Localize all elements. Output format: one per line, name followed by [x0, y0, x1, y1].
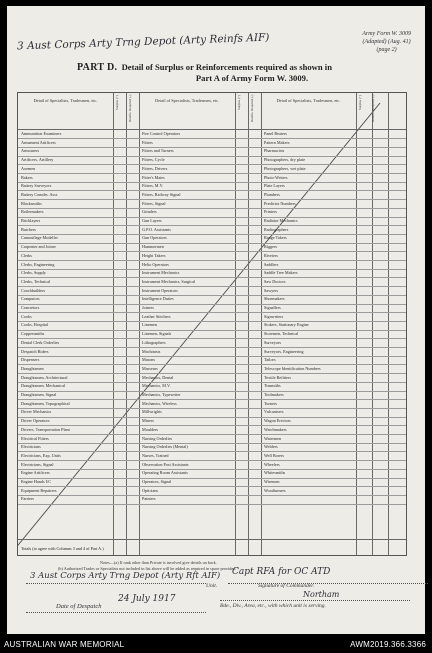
reinforcements-header: Reinfts. Required (-): [128, 95, 132, 123]
signature-handwritten: Capt RFA for OC ATD: [232, 567, 331, 577]
specialist-row: Dispensers: [21, 357, 40, 363]
row-rule: [18, 460, 406, 461]
specialist-row: Masons: [142, 357, 156, 363]
row-rule: [18, 391, 406, 392]
note-b: (b) Authorized Trades or Specialists not included in list above will be added as required in space provided.: [58, 566, 237, 571]
unit-label: Unit.: [206, 583, 218, 589]
bde-label: Bde., Div., Area, etc., with which unit is serving.: [220, 603, 326, 609]
specialist-row: Clerks, Supply: [21, 270, 46, 276]
specialist-row: Radiator Mechanics: [264, 218, 298, 223]
surplus-header: Surplus (+): [358, 95, 362, 110]
row-rule: [18, 364, 406, 365]
row-rule: [18, 382, 406, 383]
specialist-row: Wheelers: [264, 461, 280, 467]
specialist-row: Machinists: [142, 348, 161, 354]
specialist-row: Toolmakers: [264, 392, 284, 397]
specialist-row: Coachbuilders: [21, 287, 46, 293]
specialist-row: Engine Hands I/C: [21, 479, 52, 484]
form-title: [77, 62, 407, 84]
specialist-row: Masseurs: [142, 365, 158, 371]
specialist-row: Armourers: [21, 148, 40, 154]
specialist-row: Welders: [264, 444, 278, 450]
specialist-row: Lithographers: [142, 339, 166, 345]
specialist-row: Grinders: [142, 209, 157, 215]
specialist-row: Riggers: [264, 244, 278, 250]
row-rule: [18, 451, 406, 452]
specialist-row: Computors: [21, 296, 40, 302]
specialist-row: Coppersmiths: [21, 331, 45, 337]
specialist-row: Turners: [264, 400, 277, 406]
specialist-row: Instrument Mechanics: [142, 270, 180, 276]
specialist-row: Miners: [142, 418, 154, 424]
specialist-row: Draughtsmen: [21, 365, 44, 371]
specialist-row: Plumbers: [264, 191, 280, 197]
specialist-row: Moulders: [142, 426, 159, 432]
row-rule: [18, 156, 406, 157]
specialist-row: Hammermen: [142, 244, 164, 250]
row-rule: [18, 330, 406, 331]
specialist-row: Linemen, Signals: [142, 331, 172, 337]
specialist-row: Engine Artificers: [21, 470, 50, 476]
specialist-row: Saddle Tree Makers: [264, 270, 298, 276]
specialist-row: Radiographers: [264, 226, 289, 232]
specialist-row: Operating Room Assistants: [142, 470, 188, 476]
unit-handwritten: 3 Aust Corps Arty Trng Depot (Arty Rft AIF): [30, 571, 221, 581]
specialist-row: Cooks, Hospital: [21, 322, 48, 328]
specialist-row: Draughtsmen, Architectural: [21, 374, 68, 380]
specialist-row: Despatch Riders: [21, 348, 49, 354]
row-rule: [18, 251, 406, 252]
row-rule: [18, 295, 406, 296]
column-header: Detail of Specialists, Tradesmen, etc.: [33, 98, 98, 103]
row-rule: [18, 269, 406, 270]
specialist-row: Surveyors: [264, 339, 281, 345]
specialist-row: Ammunition Examiners: [21, 131, 62, 136]
specialist-row: Printers: [264, 209, 278, 215]
specialist-row: Panel Beaters: [264, 131, 287, 136]
reinforcements-header: Reinfts. Required (-): [250, 95, 254, 123]
title-line-2: Part A of Army Form W. 3009.: [195, 73, 309, 83]
fill-in-line: [228, 583, 428, 584]
specialist-row: Storemen, Technical: [264, 331, 299, 337]
row-rule: [18, 408, 406, 409]
specialist-row: Instrument Mechanics, Surgical: [142, 278, 196, 284]
specialist-row: Riveters: [264, 252, 278, 258]
specialist-row: Cooks: [21, 313, 32, 319]
form-reference: [362, 30, 411, 54]
specialist-row: Watchmakers: [264, 426, 287, 432]
specialist-row: Woodturners: [264, 487, 286, 493]
row-rule: [18, 217, 406, 218]
specialist-row: Height Takers: [142, 252, 166, 258]
specialist-row: Leather Stitchers: [142, 313, 171, 319]
row-rule: [18, 243, 406, 244]
specialist-row: Fitter's Mates: [142, 174, 165, 180]
specialist-row: Fitters: [142, 139, 153, 145]
row-rule: [18, 277, 406, 278]
specialist-row: Butchers: [21, 226, 36, 232]
specialist-row: Drivers, Transportation Plant: [21, 426, 70, 432]
specialists-table: [17, 92, 407, 556]
fill-in-line: [26, 612, 206, 613]
row-rule: [18, 182, 406, 183]
specialist-row: Wiremen: [264, 479, 280, 484]
specialist-row: Range Takers: [264, 235, 287, 241]
specialist-row: Shoemakers: [264, 296, 285, 302]
specialist-row: Predictor Numbers: [264, 200, 296, 206]
specialist-row: Battery Surveyors: [21, 183, 52, 189]
specialist-row: Electricians, Exp. Units: [21, 452, 61, 458]
row-rule: [18, 495, 406, 496]
specialist-row: Electrical Fitters: [21, 435, 49, 441]
row-rule: [18, 304, 406, 305]
surplus-header: Surplus (+): [237, 95, 241, 110]
specialist-row: Electricians: [21, 444, 41, 450]
unit-handwritten-header: 3 Aust Corps Arty Trng Depot (Arty Reinfs AIF): [16, 31, 270, 53]
specialist-row: Fitters, M.V.: [142, 183, 164, 189]
specialist-row: Carpenter and Joiner: [21, 244, 56, 250]
specialist-row: Driver Mechanics: [21, 409, 52, 415]
specialist-row: Photo-Writers: [264, 174, 288, 180]
specialist-row: Clerks, Engineering: [21, 261, 55, 267]
specialist-row: Textile Refitters: [264, 374, 292, 380]
specialist-row: Mechanics, M.V.: [142, 383, 171, 389]
specialist-row: Bricklayers: [21, 218, 41, 223]
row-rule: [18, 138, 406, 139]
specialist-row: Tailors: [264, 357, 276, 363]
row-rule: [18, 399, 406, 400]
specialist-row: Painters: [142, 496, 156, 502]
specialist-row: Nursing Orderlies (Mental): [142, 444, 188, 450]
specialist-row: Fitters, Railway Signal: [142, 191, 181, 197]
row-rule: [18, 373, 406, 374]
fill-in-line: [26, 583, 206, 584]
specialist-row: Plate Layers: [264, 183, 285, 189]
specialist-row: Fitters, Cycle: [142, 157, 165, 163]
specialist-row: Instrument Operators: [142, 287, 178, 293]
specialist-row: Boilermakers: [21, 209, 44, 215]
specialist-row: Watermen: [264, 435, 282, 441]
row-rule: [18, 417, 406, 418]
specialist-row: Joiners: [142, 305, 154, 310]
specialist-row: Concretors: [21, 305, 40, 310]
form-ref-line: (Adapted) (Aug. 41): [362, 39, 411, 45]
form-ref-line: (page 2): [376, 47, 397, 53]
specialist-row: Pharmacists: [264, 148, 285, 154]
specialist-row: Telescope Identification Numbers: [264, 365, 321, 371]
part-label: PART D.: [77, 62, 118, 73]
signature-label: Signature of Commander.: [258, 583, 315, 589]
row-rule: [18, 347, 406, 348]
reinforcements-header: Reinfts. Required (-): [371, 95, 375, 123]
row-rule: [18, 486, 406, 487]
totals-label: Totals (to agree with Columns 3 and 4 of Part A.): [21, 546, 104, 551]
specialist-row: Draughtsmen, Topographical: [21, 400, 70, 406]
row-rule: [18, 478, 406, 479]
specialist-row: Clerks: [21, 252, 32, 258]
specialist-row: Sawyers: [264, 287, 279, 293]
specialist-row: Operators, Signal: [142, 479, 172, 484]
specialist-row: Saw Doctors: [264, 278, 286, 284]
fill-in-line: [220, 600, 410, 601]
specialist-row: Vulcanisers: [264, 409, 284, 415]
row-rule: [18, 338, 406, 339]
specialist-row: G.P.O. Assistants: [142, 226, 171, 232]
specialist-row: Fitters, Signal: [142, 200, 166, 206]
specialist-row: Equipment Repairers: [21, 487, 57, 493]
specialist-row: Signallers: [264, 305, 281, 310]
row-rule: [18, 164, 406, 165]
specialist-row: Tinsmiths: [264, 383, 281, 389]
row-rule: [18, 356, 406, 357]
column-header: Detail of Specialists, Tradesmen, etc.: [155, 98, 219, 103]
specialist-row: Pattern Makers: [264, 139, 290, 145]
form-ref-line: Army Form W. 3009: [362, 31, 411, 37]
specialist-row: Fitters, Drivers: [142, 165, 168, 171]
row-rule: [18, 260, 406, 261]
specialist-row: Battery Comdrs. Asst.: [21, 191, 58, 197]
specialist-row: Stokers, Stationary Engine: [264, 322, 309, 328]
specialist-row: Gun Operators: [142, 235, 167, 241]
specialist-row: Photographers, wet plate: [264, 165, 306, 171]
row-rule: [18, 504, 406, 505]
specialist-row: Electricians, Signal: [21, 461, 54, 467]
title-line-1: Detail of Surplus or Reinforcements required as shown in: [121, 62, 332, 72]
note-a: Notes—(a) If rank other than Private is involved give details on back.: [100, 560, 217, 565]
specialist-row: Dental Clerk Orderlies: [21, 339, 60, 345]
specialist-row: Farriers: [21, 496, 35, 502]
specialist-row: Saddlers: [264, 261, 279, 267]
despatch-date-handwritten: 24 July 1917: [118, 594, 176, 604]
footer-left: AUSTRALIAN WAR MEMORIAL: [4, 640, 125, 649]
specialist-row: Draughtsmen, Signal: [21, 392, 57, 397]
specialist-row: Linemen: [142, 322, 157, 328]
row-rule: [18, 443, 406, 444]
row-rule: [18, 225, 406, 226]
specialist-row: Gun Layers: [142, 218, 162, 223]
specialist-row: Bakers: [21, 174, 33, 180]
row-rule: [18, 234, 406, 235]
specialist-row: Driver Operators: [21, 418, 50, 424]
despatch-label: Date of Despatch: [56, 603, 102, 610]
specialist-row: Millwrights: [142, 409, 162, 415]
specialist-row: Draughtsmen, Mechanical: [21, 383, 66, 389]
specialist-row: Whitesmiths: [264, 470, 286, 476]
row-rule: [18, 321, 406, 322]
row-rule: [18, 147, 406, 148]
specialist-row: Signwriters: [264, 313, 284, 319]
specialist-row: Blacksmiths: [21, 200, 42, 206]
surplus-header: Surplus (+): [115, 95, 119, 110]
specialist-row: Well Borers: [264, 452, 285, 458]
row-rule: [18, 469, 406, 470]
row-rule: [18, 312, 406, 313]
totals-rule: [18, 539, 406, 540]
specialist-row: Clerks, Technical: [21, 278, 51, 284]
row-rule: [18, 190, 406, 191]
specialist-row: Wagon Erectors: [264, 418, 291, 424]
specialist-row: Artificers, Artillery: [21, 157, 54, 163]
specialist-row: Axemen: [21, 165, 36, 171]
specialist-row: Helio Operators: [142, 261, 169, 267]
row-rule: [18, 208, 406, 209]
specialist-row: Intelligence Duties: [142, 296, 174, 302]
row-rule: [18, 425, 406, 426]
column-header: Detail of Specialists, Tradesmen, etc.: [276, 98, 341, 103]
specialist-row: Nursing Orderlies: [142, 435, 173, 441]
row-rule: [18, 434, 406, 435]
specialist-row: Fitters and Turners: [142, 148, 174, 154]
row-rule: [18, 286, 406, 287]
specialist-row: Mechanics, Dental: [142, 374, 174, 380]
specialist-row: Surveyors, Engineering: [264, 348, 304, 354]
specialist-row: Mechanics, Typewriter: [142, 392, 181, 397]
specialist-row: Mechanics, Wireless: [142, 400, 177, 406]
specialist-row: Armament Artificers: [21, 139, 56, 145]
specialist-row: Observation Post Assistants: [142, 461, 189, 467]
specialist-row: Nurses, Trained: [142, 452, 169, 458]
specialist-row: Opticians: [142, 487, 159, 493]
specialist-row: Photographers, dry plate: [264, 157, 306, 163]
row-rule: [18, 199, 406, 200]
specialist-row: Camouflage Modeller: [21, 235, 58, 241]
bde-handwritten: Northam: [303, 590, 340, 599]
row-rule: [18, 173, 406, 174]
specialist-row: Fire Control Operators: [142, 131, 181, 136]
footer-right: AWM2019.366.3366: [350, 640, 426, 649]
